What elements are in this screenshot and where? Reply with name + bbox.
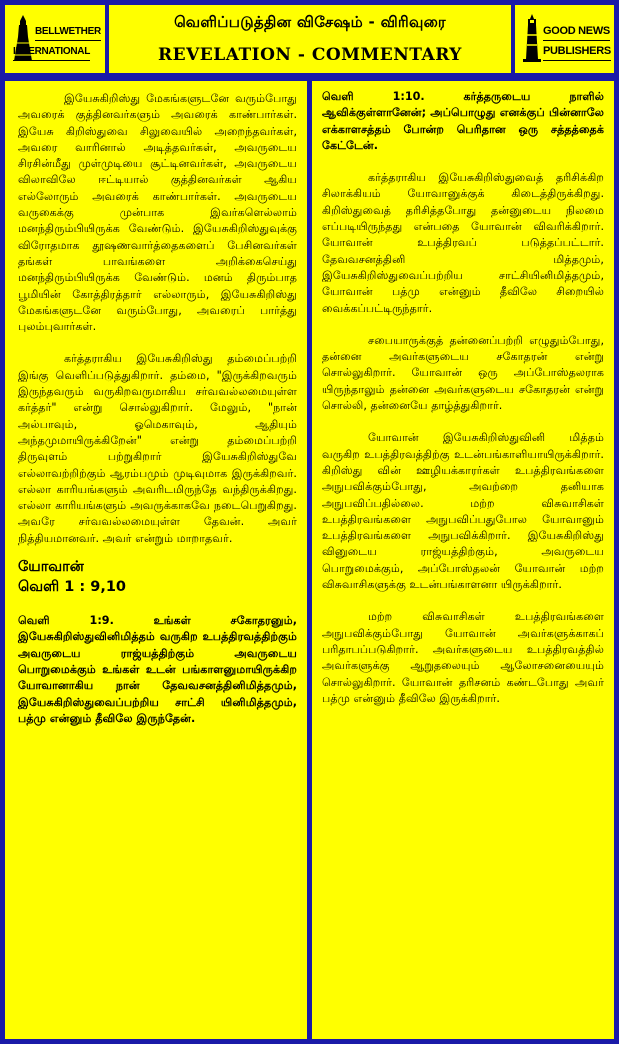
- right-paragraph-4: மற்ற விசுவாசிகள் உபத்திரவங்களை அநுபவிக்கும்போது யோவான் அவர்களுக்காகப் பரிதாபப்படுகிறார். அவர்களுடைய உபத்திரவத்தில் அவர்களுக்கு ஆறுதலையும் ஆலோசனையையும் சொல்லுகிறார். யோவான் தரிசனம் கண்டபோது அவர் பத்மு என்னும் தீவிலே இருக்கிறார்.: [322, 610, 604, 705]
- title-box: [109, 5, 511, 73]
- right-paragraph-1: கர்த்தராகிய இயேசுகிறிஸ்துவைத் தரிசிக்கிற சிலாக்கியம் யோவானுக்குக் கிடைத்திருக்கிறது. கிறிஸ்துவைத் தரிசித்தபோது தன்னுடைய நிலமை எப்படியிருந்தது என்பதை யோவான் விவரிக்கிறார். யோவான் உபத்திரவப் படுத்தப்பட்டார். தேவவசனத்தினி மித்தமும், இயேசுகிறிஸ்துவைப்பற்றிய சாட்சியினிமித்தமும், யோவான் பத்மு என்னும் தீவிலே சிறையில் வைக்கப்பட்டிருந்தார்.: [322, 171, 604, 315]
- left-paragraph-2: கர்த்தராகிய இயேசுகிறிஸ்து தம்மைப்பற்றி இங்கு வெளிப்படுத்துகிறார். தம்மை, "இருக்கிறவரும் இருந்தவரும் வருகிறவருமாகிய சர்வவல்லமையுள்ள கர்த்தர்" என்று சொல்லுகிறார். மேலும், "நான் அல்பாவும், ஓமெகாவும், ஆதியும் அந்தமுமாயிருக்கிறேன்" என்று தம்மைப்பற்றி திருவுளம் பற்றுகிறார் இயேசுகிறிஸ்துவே எல்லாவற்றிற்கும் ஆரம்பமும் முடிவுமாக இருக்கிறவர். எல்லா காரியங்களும் அவரிடமிருந்தே வந்திருக்கிறது. எல்லா காரியங்களும் அவருக்காகவே நடைபெறுகிறது. அவரே சர்வவல்லமையுள்ள தேவன். அவர் நித்தியமானவர். அவர் என்றும் மாறாதவர்.: [18, 352, 297, 545]
- section-heading-reference: வெளி 1 : 9,10: [18, 579, 126, 596]
- bellwether-logo: [5, 5, 105, 73]
- right-paragraph-2: சபையாருக்குத் தன்னைப்பற்றி எழுதும்போது, தன்னை அவர்களுடைய சகோதரன் என்று சொல்லுகிறார். யோவான் ஒரு அப்போஸ்தலராக யிருந்தாலும் தன்னை அவர்களுடைய சகோதரன் என்று சொல்லி, தன்னையே தாழ்த்துகிறார்.: [322, 333, 604, 413]
- logo-left-line1: BELLWETHER: [35, 23, 101, 41]
- logo-right-line2: PUBLISHERS: [543, 43, 611, 61]
- goodnews-logo: [515, 5, 614, 73]
- section-heading-author: யோவான்: [18, 559, 84, 576]
- page-header: [3, 3, 616, 76]
- right-paragraph-3: யோவான் இயேசுகிறிஸ்துவினி மித்தம் வருகிற உபத்திரவத்திற்கு உடன்பங்காளியாயிருக்கிறார். கிறிஸ்து வின் ஊழியக்காரர்கள் உபத்திரவங்களை அநுபவிக்கும்போது, அவற்றை தனியாக அநுபவிப்பதில்லை. மற்ற விசுவாசிகள் உபத்திரவங்களை அநுபவிப்பதுபோல யோவானும் உபத்திரவங்களை அநுபவிக்கிறார். இயேசுகிறிஸ்து வினுடைய ராஜ்யத்திற்கும், அவருடைய பொறுமைக்கும், அப்போஸ்தலன் யோவான் மற்ற விசுவாசிகளுக்கு உடன்பங்காளனா யிருக்கிறார்.: [322, 431, 604, 592]
- logo-right-line1: GOOD NEWS: [543, 23, 610, 41]
- left-column: [5, 81, 307, 1039]
- verse-1-10: வெளி 1:10. கர்த்தருடைய நாளில் ஆவிக்குள்ளானேன்; அப்பொழுது எனக்குப் பின்னாலே எக்காளசத்தம் போன்ற பெரிதான ஒரு சத்தத்தைக் கேட்டேன்.: [322, 90, 604, 152]
- verse-1-9: வெளி 1:9. உங்கள் சகோதரனும், இயேசுகிறிஸ்துவினிமித்தம் வருகிற உபத்திரவத்திற்கும் அவருடைய ராஜ்யத்திற்கும் அவருடைய பொறுமைக்கும் உங்கள் உடன் பங்காளனுமாயிருக்கிற யோவானாகிய நான் தேவவசனத்தினிமித்தமும், இயேசுகிறிஸ்துவைப்பற்றிய சாட்சி யினிமித்தமும், பத்மு என்னும் தீவிலே இருந்தேன்.: [18, 614, 297, 725]
- title-tamil: வெளிப்படுத்தின விசேஷம் - விரிவுரை: [174, 13, 446, 31]
- lighthouse-icon: [522, 13, 542, 63]
- logo-left-line2: INTERNATIONAL: [13, 43, 90, 61]
- right-column: [312, 81, 614, 1039]
- left-paragraph-1: இயேசுகிறிஸ்து மேகங்களுடனே வரும்போது அவரைக் குத்தினவர்களும் அவரைக் காண்பார்கள். இயேசு கிறிஸ்துவை சிலுவையில் அறைந்தவர்கள், அவரை வாரினால் அடித்தவர்கள், அவருடைய சிரசின்மீது முள்முடியை சூட்டினவர்கள், அவருடைய விலாவிலே ஈட்டியால் குத்தினவர்கள் ஆகிய எல்லோரும் அவரைக் காண்பார்கள். அவருடைய வருகைக்கு முன்பாக இவர்களெல்லாம் மனந்திரும்பியிருக்க வேண்டும். இயேசுகிறிஸ்துவுக்கு விரோதமாக தூஷணவார்த்தைகளைப் பேசினவர்கள் தங்கள் பாவங்களை அறிக்கைசெய்து மனந்திரும்பியிருக்க வேண்டும். மனம் திரும்பாத பூமியின் கோத்திரத்தார் எல்லாரும், இயேசுகிறிஸ்து மேகங்களுடனே வரும்போது, அவரைப் பார்த்து புலம்புவார்கள்.: [18, 92, 297, 334]
- title-english: REVELATION - COMMENTARY: [158, 45, 462, 65]
